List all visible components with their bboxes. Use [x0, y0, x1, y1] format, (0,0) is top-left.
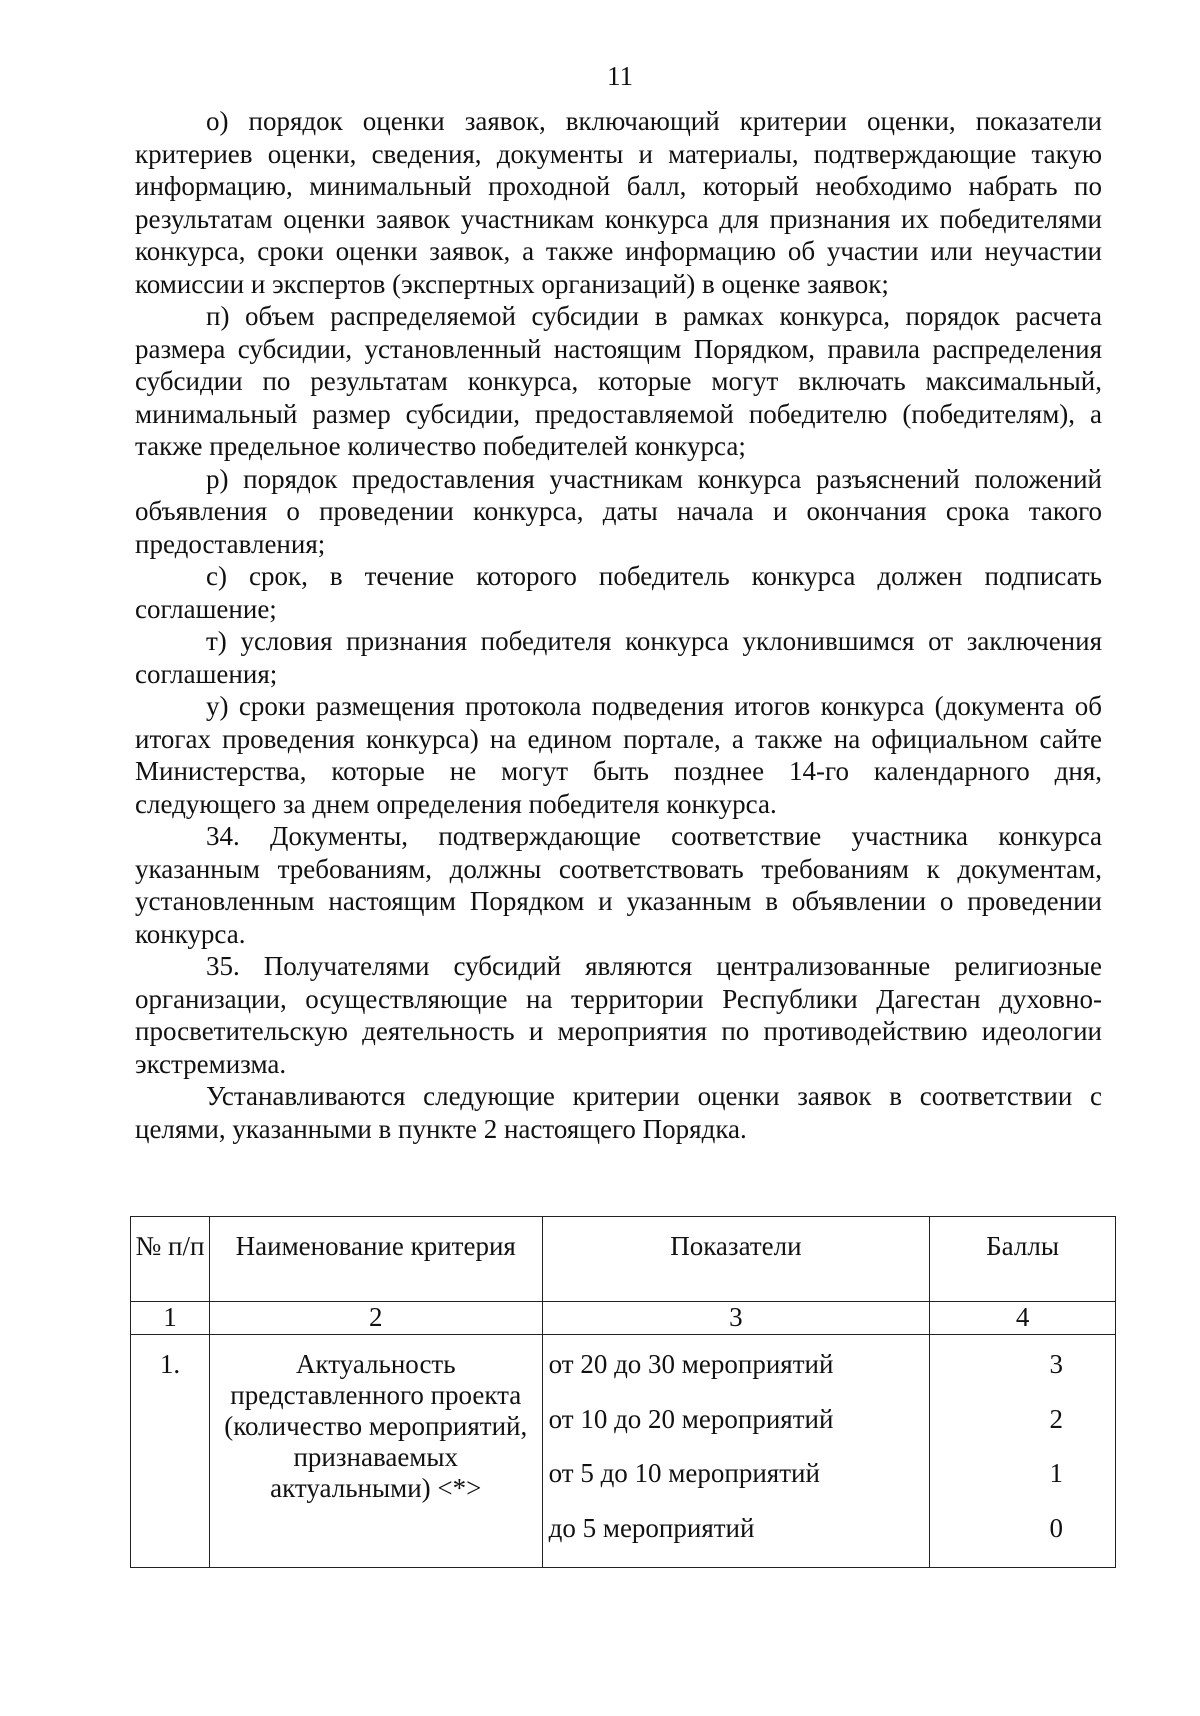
criteria-table — [130, 1216, 1116, 1568]
body-text — [135, 105, 1102, 1145]
score-item: 1 — [1049, 1458, 1063, 1488]
paragraph-35: 35. Получателями субсидий являются централизованные религиозные организации, осуществляющие на территории Республики Дагестан духовно-просветительскую деятельность и мероприятия по противодействию идеологии экстремизма. — [135, 951, 1102, 1079]
scores-cell — [930, 1335, 1116, 1568]
score-item: 0 — [1049, 1512, 1063, 1543]
paragraph-p: п) объем распределяемой субсидии в рамках конкурса, порядок расчета размера субсидии, установленный настоящим Порядком, правила распределения субсидии по результатам конкурса, которые могут включать максимальный, минимальный размер субсидии, предоставляемой победителю (победителям), а также предельное количество победителей конкурса; — [135, 301, 1102, 461]
indicator-item: от 20 до 30 мероприятий — [548, 1349, 834, 1379]
criterion-name: Актуальность представленного проекта (количество мероприятий, признаваемых актуальными) <*> — [209, 1335, 542, 1568]
paragraph-o: о) порядок оценки заявок, включающий критерии оценки, показатели критериев оценки, сведения, документы и материалы, подтверждающие такую информацию, минимальный проходной балл, который необходимо набрать по результатам оценки заявок участникам конкурса для признания их победителями конкурса, сроки оценки заявок, а также информацию об участии или неучастии комиссии и экспертов (экспертных организаций) в оценке заявок; — [135, 106, 1102, 299]
page-number: 11 — [607, 61, 633, 91]
column-number: 3 — [542, 1302, 930, 1335]
paragraph-u: у) сроки размещения протокола подведения итогов конкурса (документа об итогах проведения конкурса) на едином портале, а также на официальном сайте Министерства, которые не могут быть позднее 14-го календарного дня, следующего за днем определения победителя конкурса. — [135, 691, 1102, 819]
paragraph-34: 34. Документы, подтверждающие соответствие участника конкурса указанным требованиям, должны соответствовать требованиям к документам, установленным настоящим Порядком и указанным в объявлении о проведении конкурса. — [135, 821, 1102, 949]
header-scores: Баллы — [930, 1217, 1116, 1302]
header-indicators: Показатели — [542, 1217, 930, 1302]
row-number: 1. — [131, 1335, 210, 1568]
column-number: 1 — [131, 1302, 210, 1335]
paragraph-t: т) условия признания победителя конкурса уклонившимся от заключения соглашения; — [135, 626, 1102, 689]
indicator-item: до 5 мероприятий — [548, 1512, 755, 1543]
paragraph-r: р) порядок предоставления участникам конкурса разъяснений положений объявления о проведении конкурса, даты начала и окончания срока такого предоставления; — [135, 463, 1102, 559]
column-number: 2 — [209, 1302, 542, 1335]
header-number: № п/п — [131, 1217, 210, 1302]
paragraph-s: с) срок, в течение которого победитель конкурса должен подписать соглашение; — [135, 561, 1102, 624]
column-number: 4 — [930, 1302, 1116, 1335]
indicators-cell — [542, 1335, 930, 1568]
table-header-row — [131, 1217, 1116, 1302]
paragraph-criteria-intro: Устанавливаются следующие критерии оценки заявок в соответствии с целями, указанными в пункте 2 настоящего Порядка. — [135, 1081, 1102, 1144]
header-criterion-name: Наименование критерия — [209, 1217, 542, 1302]
indicator-item: от 5 до 10 мероприятий — [548, 1458, 820, 1488]
score-item: 3 — [1049, 1349, 1063, 1379]
table-row — [131, 1335, 1116, 1568]
table-column-number-row — [131, 1302, 1116, 1335]
indicator-item: от 10 до 20 мероприятий — [548, 1403, 834, 1434]
score-item: 2 — [1049, 1403, 1063, 1434]
